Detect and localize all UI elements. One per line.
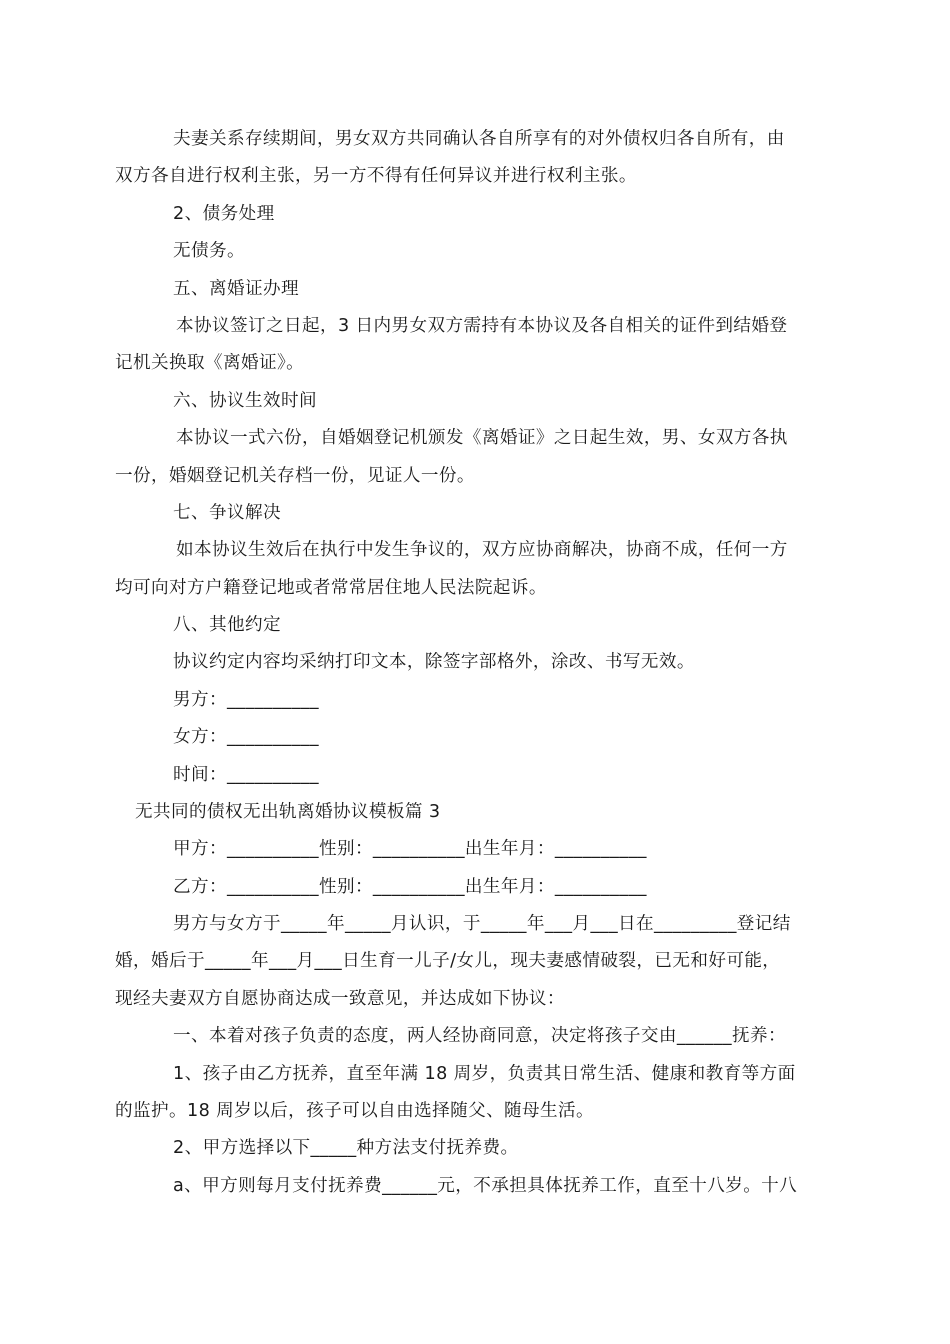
- text-line: 均可向对方户籍登记地或者常常居住地人民法院起诉。: [115, 578, 547, 598]
- text-line: 的监护。18 周岁以后，孩子可以自由选择随父、随母生活。: [115, 1101, 595, 1121]
- text-line: 2、甲方选择以下_____种方法支付抚养费。: [173, 1138, 519, 1158]
- party-a-field: 甲方：__________性别：__________出生年月：__________: [173, 839, 647, 859]
- text-line: 1、孩子由乙方抚养，直至年满 18 周岁，负责其日常生活、健康和教育等方面: [173, 1064, 796, 1084]
- template-title: 无共同的债权无出轨离婚协议模板篇 3: [135, 802, 441, 822]
- section-heading: 八、其他约定: [173, 615, 281, 635]
- signature-field-female: 女方：__________: [173, 727, 319, 747]
- text-line: 男方与女方于_____年_____月认识，于_____年___月___日在_________登记结: [173, 914, 791, 934]
- text-line: a、甲方则每月支付抚养费______元，不承担具体抚养工作，直至十八岁。十八: [173, 1176, 798, 1196]
- section-heading: 六、协议生效时间: [173, 391, 317, 411]
- text-line: 夫妻关系存续期间，男女双方共同确认各自所享有的对外债权归各自所有，由: [173, 129, 785, 149]
- text-line: 本协议签订之日起，3 日内男女双方需持有本协议及各自相关的证件到结婚登: [176, 316, 788, 336]
- text-line: 一份，婚姻登记机关存档一份，见证人一份。: [115, 466, 475, 486]
- signature-field-male: 男方：__________: [173, 690, 319, 710]
- text-line: 双方各自进行权利主张，另一方不得有任何异议并进行权利主张。: [115, 166, 637, 186]
- section-heading: 2、债务处理: [173, 204, 275, 224]
- text-line: 一、本着对孩子负责的态度，两人经协商同意，决定将孩子交由______抚养：: [173, 1026, 786, 1046]
- section-heading: 七、争议解决: [173, 503, 281, 523]
- text-line: 本协议一式六份，自婚姻登记机颁发《离婚证》之日起生效，男、女双方各执: [176, 428, 788, 448]
- signature-field-date: 时间：__________: [173, 765, 319, 785]
- text-line: 婚，婚后于_____年___月___日生育一儿子/女儿，现夫妻感情破裂，已无和好可能，: [115, 951, 781, 971]
- section-heading: 五、离婚证办理: [173, 279, 299, 299]
- text-line: 如本协议生效后在执行中发生争议的，双方应协商解决，协商不成，任何一方: [176, 540, 788, 560]
- party-b-field: 乙方：__________性别：__________出生年月：__________: [173, 877, 647, 897]
- text-line: 无债务。: [173, 241, 245, 261]
- text-line: 记机关换取《离婚证》。: [115, 353, 305, 373]
- text-line: 现经夫妻双方自愿协商达成一致意见，并达成如下协议：: [115, 989, 565, 1009]
- text-line: 协议约定内容均采纳打印文本，除签字部格外，涂改、书写无效。: [173, 652, 695, 672]
